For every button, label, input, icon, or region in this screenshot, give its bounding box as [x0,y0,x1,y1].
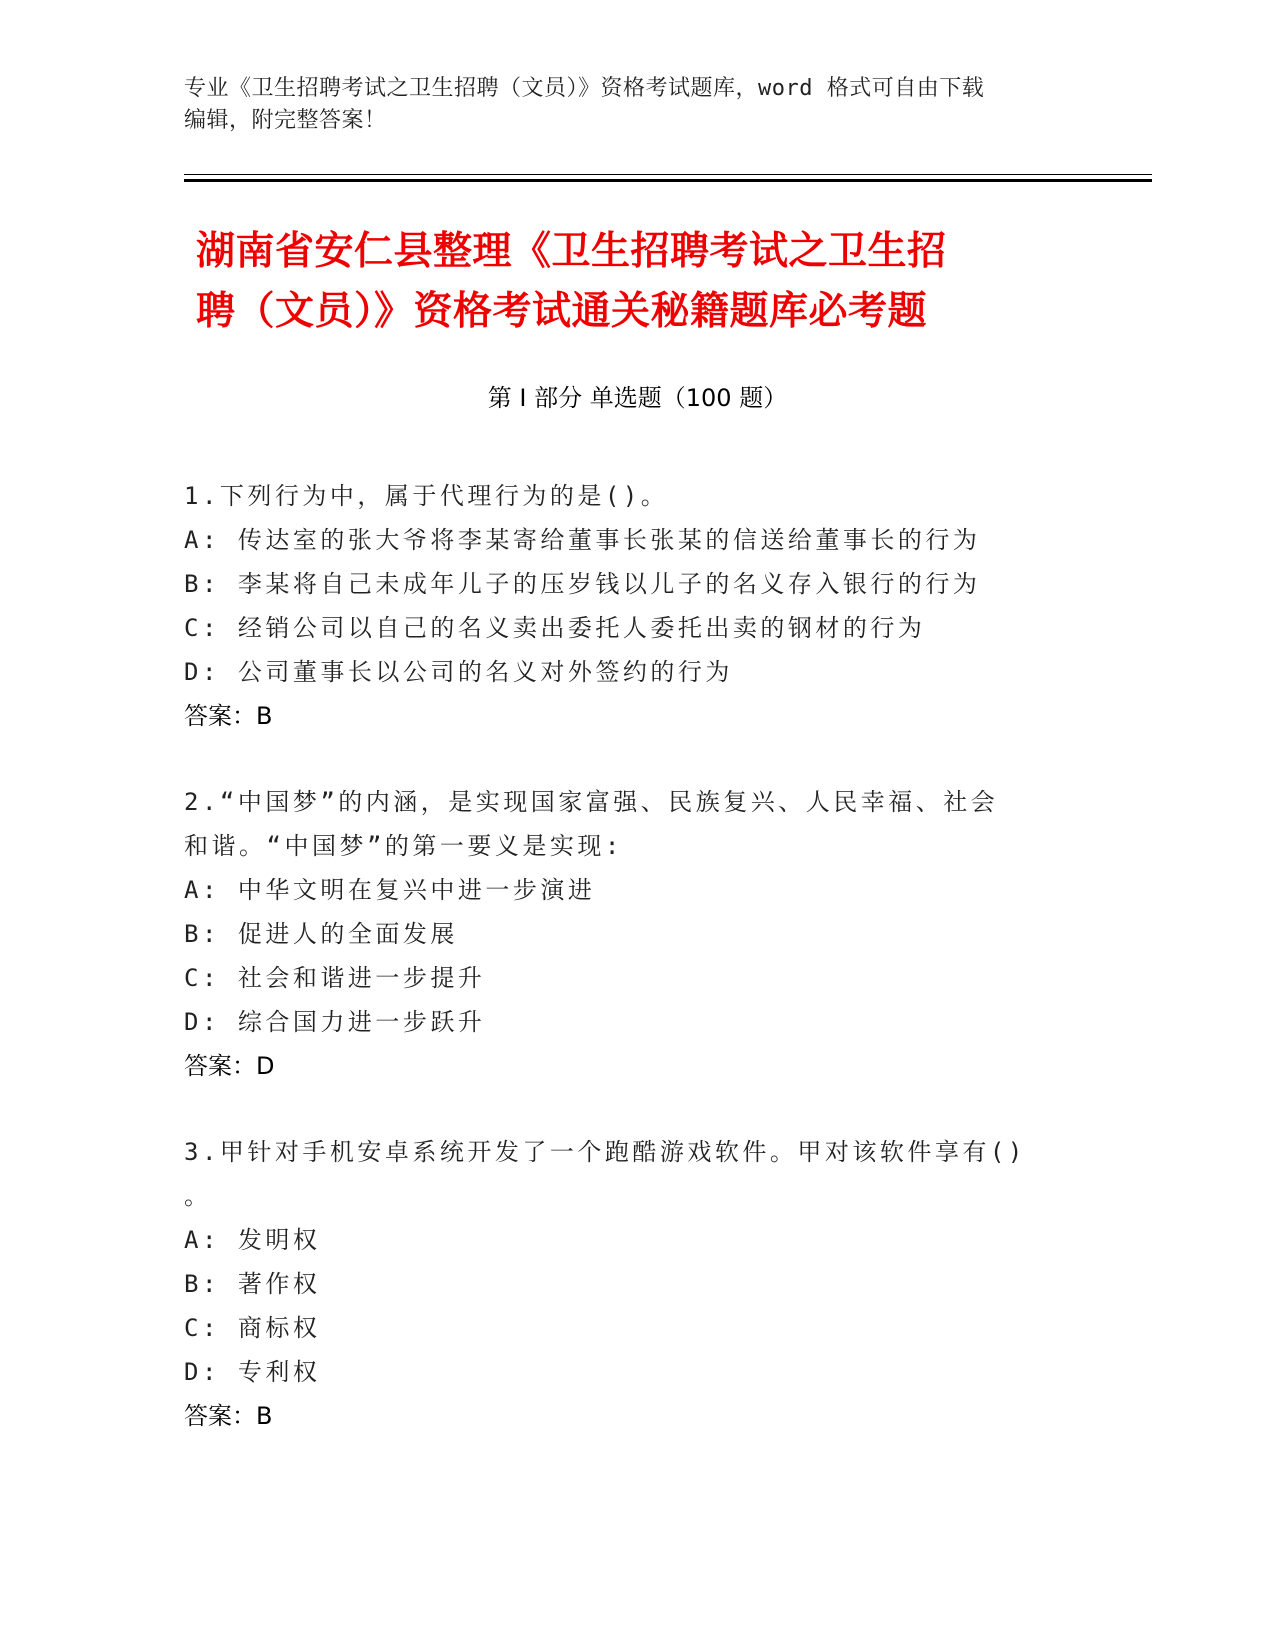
option-d: D: 综合国力进一步跃升 [184,1008,486,1036]
header-note-line-1: 专业《卫生招聘考试之卫生招聘（文员）》资格考试题库，word 格式可自由下载 [184,76,985,101]
option-d: D: 公司董事长以公司的名义对外签约的行为 [184,658,733,686]
option-c: C: 商标权 [184,1314,321,1342]
question-stem: 3.甲针对手机安卓系统开发了一个跑酷游戏软件。甲对该软件享有() [184,1138,1026,1166]
option-a: A: 传达室的张大爷将李某寄给董事长张某的信送给董事长的行为 [184,526,981,554]
option-b: B: 著作权 [184,1270,321,1298]
answer-label: 答案：B [184,702,273,730]
header-divider-thick [184,179,1152,182]
option-a: A: 中华文明在复兴中进一步演进 [184,876,596,904]
question-1 [184,474,1064,738]
header-divider-thin [184,174,1152,175]
document-title [196,222,1076,342]
header-note-line-2: 编辑，附完整答案！ [184,108,387,133]
question-stem: 1.下列行为中，属于代理行为的是()。 [184,482,669,510]
document-title-line-1: 湖南省安仁县整理《卫生招聘考试之卫生招 [196,229,947,274]
question-stem-continued: 。 [184,1182,212,1210]
option-c: C: 经销公司以自己的名义卖出委托人委托出卖的钢材的行为 [184,614,926,642]
question-stem: 2.“中国梦”的内涵，是实现国家富强、民族复兴、人民幸福、社会 [184,788,999,816]
option-b: B: 李某将自己未成年儿子的压岁钱以儿子的名义存入银行的行为 [184,570,981,598]
option-b: B: 促进人的全面发展 [184,920,458,948]
answer-label: 答案：B [184,1402,273,1430]
option-c: C: 社会和谐进一步提升 [184,964,486,992]
question-list [184,474,1064,1480]
option-a: A: 发明权 [184,1226,321,1254]
document-title-line-2: 聘（文员）》资格考试通关秘籍题库必考题 [196,289,928,334]
answer-label: 答案：D [184,1052,275,1080]
option-d: D: 专利权 [184,1358,321,1386]
question-stem-continued: 和谐。“中国梦”的第一要义是实现: [184,832,623,860]
question-2 [184,780,1064,1088]
section-heading: 第 I 部分 单选题（100 题） [487,384,788,412]
question-3 [184,1130,1064,1438]
header-note [184,73,1084,137]
